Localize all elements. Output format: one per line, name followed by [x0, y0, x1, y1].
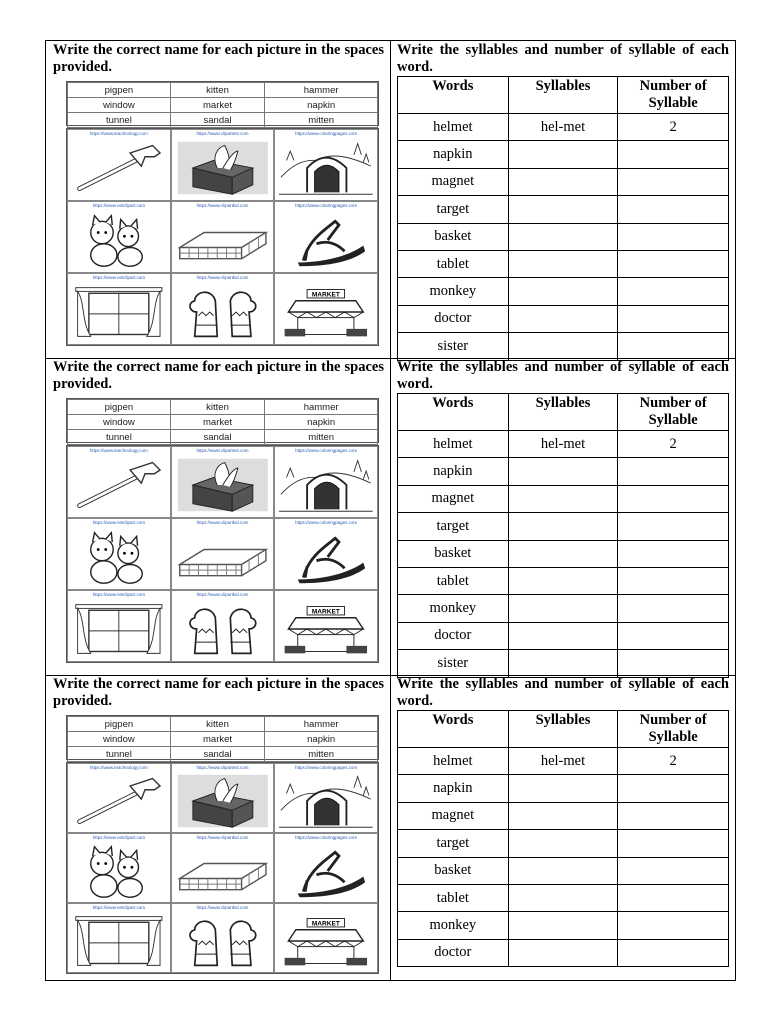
number-answer-cell[interactable]: [618, 485, 729, 512]
picture-credit-link: https://www.coloringpages.com: [295, 131, 358, 136]
syllable-table-row: [398, 622, 729, 649]
syllable-table-row: [398, 458, 729, 485]
picture-credit-link: https://www.clipartkid.com: [196, 592, 249, 597]
number-answer-cell[interactable]: [618, 622, 729, 649]
picture-credit-link: https://www.clipartest.com: [196, 131, 249, 136]
picture-cell: [171, 273, 275, 345]
word-bank-row: [68, 747, 378, 762]
picture-cell: [274, 201, 378, 273]
syllable-table-row: [398, 196, 729, 223]
word-bank-word: pigpen: [68, 717, 171, 732]
word-bank-word: sandal: [170, 747, 264, 762]
picture-credit-link: https://www.netclipart.com: [92, 905, 145, 910]
syllable-panel: [391, 358, 735, 675]
syllables-example: hel-met: [508, 748, 618, 775]
word-bank: [66, 81, 379, 126]
picture-credit-link: https://www.clipartkid.com: [196, 520, 249, 525]
picture-cell: [274, 273, 378, 345]
picture-grid: [66, 762, 379, 974]
word-cell: doctor: [398, 622, 509, 649]
word-cell: helmet: [398, 114, 509, 141]
picture-credit-link: https://www.teachnology.com: [89, 131, 148, 136]
word-cell: basket: [398, 540, 509, 567]
word-bank-word: tunnel: [68, 113, 171, 128]
syllable-table-row: [398, 595, 729, 622]
picture-cell: [171, 833, 275, 903]
number-example: 2: [618, 114, 729, 141]
word-bank-word: pigpen: [68, 83, 171, 98]
picture-cell: [67, 833, 171, 903]
word-bank-word: kitten: [170, 400, 264, 415]
picture-credit-link: https://www.clipartkid.com: [196, 275, 249, 280]
word-bank-word: tunnel: [68, 430, 171, 445]
picture-credit-link: https://www.coloringpages.com: [295, 448, 358, 453]
word-bank-word: sandal: [170, 430, 264, 445]
header-words: Words: [398, 394, 509, 431]
syllable-table: [397, 710, 729, 967]
word-cell: sister: [398, 650, 509, 677]
word-bank-word: kitten: [170, 83, 264, 98]
picture-cell: [171, 590, 275, 662]
picture-naming-panel: [46, 675, 390, 980]
header-syllables: Syllables: [508, 77, 618, 114]
word-bank-row: [68, 400, 378, 415]
word-cell: napkin: [398, 458, 509, 485]
number-answer-cell[interactable]: [618, 141, 729, 168]
word-bank-word: market: [170, 415, 264, 430]
picture-cell: [67, 273, 171, 345]
picture-cell: [171, 446, 275, 518]
syllable-table-row: [398, 305, 729, 332]
syllable-table-row: [398, 540, 729, 567]
word-cell: monkey: [398, 912, 509, 939]
syllables-answer-cell[interactable]: [508, 802, 618, 829]
syllables-answer-cell[interactable]: [508, 168, 618, 195]
word-bank-word: kitten: [170, 717, 264, 732]
syllable-table-row: [398, 114, 729, 141]
naming-instruction: Write the correct name for each picture in the spaces provided.: [53, 676, 384, 709]
word-bank: [66, 398, 379, 443]
word-bank-word: hammer: [265, 400, 378, 415]
syllable-table-row: [398, 141, 729, 168]
syllables-answer-cell[interactable]: [508, 595, 618, 622]
picture-credit-link: https://www.teachnology.com: [89, 448, 148, 453]
picture-credit-link: https://www.clipartkid.com: [196, 835, 249, 840]
naming-instruction: Write the correct name for each picture in the spaces provided.: [53, 42, 384, 75]
number-answer-cell[interactable]: [618, 540, 729, 567]
syllable-table-row: [398, 802, 729, 829]
word-cell: napkin: [398, 141, 509, 168]
picture-cell: [274, 833, 378, 903]
syllables-answer-cell[interactable]: [508, 775, 618, 802]
word-cell: magnet: [398, 802, 509, 829]
number-answer-cell[interactable]: [618, 595, 729, 622]
syllable-table-header: [398, 394, 729, 431]
syllables-answer-cell[interactable]: [508, 567, 618, 594]
syllables-answer-cell[interactable]: [508, 939, 618, 966]
syllables-answer-cell[interactable]: [508, 458, 618, 485]
picture-cell: [171, 129, 275, 201]
picture-credit-link: https://www.coloringpages.com: [295, 765, 358, 770]
picture-credit-link: https://www.netclipart.com: [92, 520, 145, 525]
word-bank-word: tunnel: [68, 747, 171, 762]
picture-credit-link: https://www.coloringpages.com: [295, 835, 358, 840]
word-bank-word: mitten: [265, 113, 378, 128]
word-cell: basket: [398, 223, 509, 250]
word-bank-row: [68, 113, 378, 128]
word-cell: monkey: [398, 278, 509, 305]
word-cell: helmet: [398, 431, 509, 458]
naming-instruction: Write the correct name for each picture in the spaces provided.: [53, 359, 384, 392]
syllable-table-row: [398, 912, 729, 939]
word-bank-word: napkin: [265, 98, 378, 113]
word-cell: sister: [398, 333, 509, 360]
number-answer-cell[interactable]: [618, 223, 729, 250]
picture-cell: [67, 763, 171, 833]
picture-cell: [274, 518, 378, 590]
header-number-of-syllable: Number of Syllable: [618, 711, 729, 748]
picture-cell: [67, 201, 171, 273]
word-cell: tablet: [398, 567, 509, 594]
syllable-table: [397, 393, 729, 678]
syllables-answer-cell[interactable]: [508, 333, 618, 360]
syllables-answer-cell[interactable]: [508, 141, 618, 168]
syllable-table: [397, 76, 729, 361]
word-bank-word: market: [170, 732, 264, 747]
worksheet-section-3: [46, 675, 735, 980]
number-answer-cell[interactable]: [618, 939, 729, 966]
syllables-answer-cell[interactable]: [508, 830, 618, 857]
syllables-answer-cell[interactable]: [508, 884, 618, 911]
word-bank-row: [68, 98, 378, 113]
picture-cell: [274, 446, 378, 518]
word-bank-word: mitten: [265, 430, 378, 445]
picture-cell: [274, 763, 378, 833]
word-cell: helmet: [398, 748, 509, 775]
word-bank-row: [68, 430, 378, 445]
picture-grid: [66, 445, 379, 663]
syllable-table-row: [398, 650, 729, 677]
picture-credit-link: https://www.netclipart.com: [92, 275, 145, 280]
word-bank-row: [68, 732, 378, 747]
syllable-table-row: [398, 333, 729, 360]
word-cell: target: [398, 196, 509, 223]
picture-cell: [67, 518, 171, 590]
word-bank-table: [67, 82, 378, 128]
word-bank-word: mitten: [265, 747, 378, 762]
number-answer-cell[interactable]: [618, 305, 729, 332]
picture-credit-link: https://www.clipartkid.com: [196, 203, 249, 208]
word-cell: magnet: [398, 168, 509, 195]
syllable-table-row: [398, 857, 729, 884]
word-cell: basket: [398, 857, 509, 884]
picture-cell: [171, 201, 275, 273]
syllable-table-row: [398, 513, 729, 540]
syllables-answer-cell[interactable]: [508, 513, 618, 540]
syllables-example: hel-met: [508, 114, 618, 141]
picture-cell: [274, 903, 378, 973]
syllable-panel: [391, 675, 735, 980]
picture-cell: [171, 763, 275, 833]
syllable-table-row: [398, 775, 729, 802]
number-answer-cell[interactable]: [618, 168, 729, 195]
header-syllables: Syllables: [508, 394, 618, 431]
worksheet-section-2: [46, 358, 735, 676]
number-answer-cell[interactable]: [618, 458, 729, 485]
number-answer-cell[interactable]: [618, 857, 729, 884]
picture-naming-panel: [46, 358, 390, 675]
picture-credit-link: https://www.clipartest.com: [196, 448, 249, 453]
syllables-answer-cell[interactable]: [508, 278, 618, 305]
picture-cell: [67, 903, 171, 973]
picture-credit-link: https://www.clipartkid.com: [196, 905, 249, 910]
market-sign-text: MARKET: [312, 608, 341, 616]
header-words: Words: [398, 77, 509, 114]
word-bank-table: [67, 399, 378, 445]
number-answer-cell[interactable]: [618, 912, 729, 939]
number-answer-cell[interactable]: [618, 278, 729, 305]
syllables-example: hel-met: [508, 431, 618, 458]
syllables-answer-cell[interactable]: [508, 196, 618, 223]
syllable-table-header: [398, 77, 729, 114]
header-words: Words: [398, 711, 509, 748]
word-bank-word: sandal: [170, 113, 264, 128]
syllable-instruction: Write the syllables and number of syllable of each word.: [397, 359, 729, 392]
syllable-table-row: [398, 567, 729, 594]
syllables-answer-cell[interactable]: [508, 540, 618, 567]
picture-cell: [171, 903, 275, 973]
header-number-of-syllable: Number of Syllable: [618, 77, 729, 114]
syllable-table-header: [398, 711, 729, 748]
market-sign-text: MARKET: [312, 920, 341, 928]
worksheet-section-1: [46, 41, 735, 359]
syllable-instruction: Write the syllables and number of syllable of each word.: [397, 676, 729, 709]
syllable-table-row: [398, 830, 729, 857]
number-answer-cell[interactable]: [618, 884, 729, 911]
syllables-answer-cell[interactable]: [508, 857, 618, 884]
syllable-table-row: [398, 278, 729, 305]
word-bank-word: hammer: [265, 83, 378, 98]
word-bank-row: [68, 717, 378, 732]
header-syllables: Syllables: [508, 711, 618, 748]
word-cell: target: [398, 513, 509, 540]
word-bank-word: hammer: [265, 717, 378, 732]
word-cell: monkey: [398, 595, 509, 622]
syllables-answer-cell[interactable]: [508, 622, 618, 649]
word-cell: tablet: [398, 250, 509, 277]
word-cell: tablet: [398, 884, 509, 911]
picture-cell: [274, 129, 378, 201]
syllable-table-row: [398, 168, 729, 195]
syllables-answer-cell[interactable]: [508, 250, 618, 277]
picture-cell: [67, 590, 171, 662]
picture-credit-link: https://www.netclipart.com: [92, 835, 145, 840]
picture-credit-link: https://www.netclipart.com: [92, 592, 145, 597]
syllable-table-row: [398, 884, 729, 911]
worksheet: [45, 40, 736, 981]
number-answer-cell[interactable]: [618, 567, 729, 594]
number-answer-cell[interactable]: [618, 802, 729, 829]
word-bank-word: napkin: [265, 732, 378, 747]
syllable-instruction: Write the syllables and number of syllable of each word.: [397, 42, 729, 75]
word-bank-row: [68, 415, 378, 430]
word-cell: doctor: [398, 939, 509, 966]
picture-cell: [274, 590, 378, 662]
word-bank-word: window: [68, 98, 171, 113]
syllable-table-row: [398, 250, 729, 277]
word-bank-word: market: [170, 98, 264, 113]
number-answer-cell[interactable]: [618, 196, 729, 223]
picture-cell: [67, 446, 171, 518]
word-bank-word: napkin: [265, 415, 378, 430]
number-answer-cell[interactable]: [618, 775, 729, 802]
picture-credit-link: https://www.clipartest.com: [196, 765, 249, 770]
number-example: 2: [618, 748, 729, 775]
syllables-answer-cell[interactable]: [508, 912, 618, 939]
word-bank-word: window: [68, 415, 171, 430]
picture-credit-link: https://www.coloringpages.com: [295, 203, 358, 208]
picture-credit-link: https://www.teachnology.com: [89, 765, 148, 770]
picture-naming-panel: [46, 41, 390, 358]
syllable-panel: [391, 41, 735, 358]
number-answer-cell[interactable]: [618, 650, 729, 677]
word-cell: napkin: [398, 775, 509, 802]
syllable-table-row: [398, 223, 729, 250]
word-cell: target: [398, 830, 509, 857]
number-answer-cell[interactable]: [618, 333, 729, 360]
picture-cell: [171, 518, 275, 590]
word-bank-table: [67, 716, 378, 762]
number-answer-cell[interactable]: [618, 513, 729, 540]
syllables-answer-cell[interactable]: [508, 305, 618, 332]
syllable-table-row: [398, 939, 729, 966]
header-number-of-syllable: Number of Syllable: [618, 394, 729, 431]
word-bank: [66, 715, 379, 760]
number-answer-cell[interactable]: [618, 830, 729, 857]
market-sign-text: MARKET: [312, 291, 341, 299]
word-bank-word: pigpen: [68, 400, 171, 415]
word-cell: doctor: [398, 305, 509, 332]
syllable-table-row: [398, 485, 729, 512]
picture-credit-link: https://www.coloringpages.com: [295, 520, 358, 525]
picture-grid: [66, 128, 379, 346]
syllables-answer-cell[interactable]: [508, 650, 618, 677]
picture-cell: [67, 129, 171, 201]
word-bank-row: [68, 83, 378, 98]
syllables-answer-cell[interactable]: [508, 223, 618, 250]
syllable-table-row: [398, 431, 729, 458]
word-cell: magnet: [398, 485, 509, 512]
syllables-answer-cell[interactable]: [508, 485, 618, 512]
syllable-table-row: [398, 748, 729, 775]
number-example: 2: [618, 431, 729, 458]
number-answer-cell[interactable]: [618, 250, 729, 277]
word-bank-word: window: [68, 732, 171, 747]
picture-credit-link: https://www.netclipart.com: [92, 203, 145, 208]
